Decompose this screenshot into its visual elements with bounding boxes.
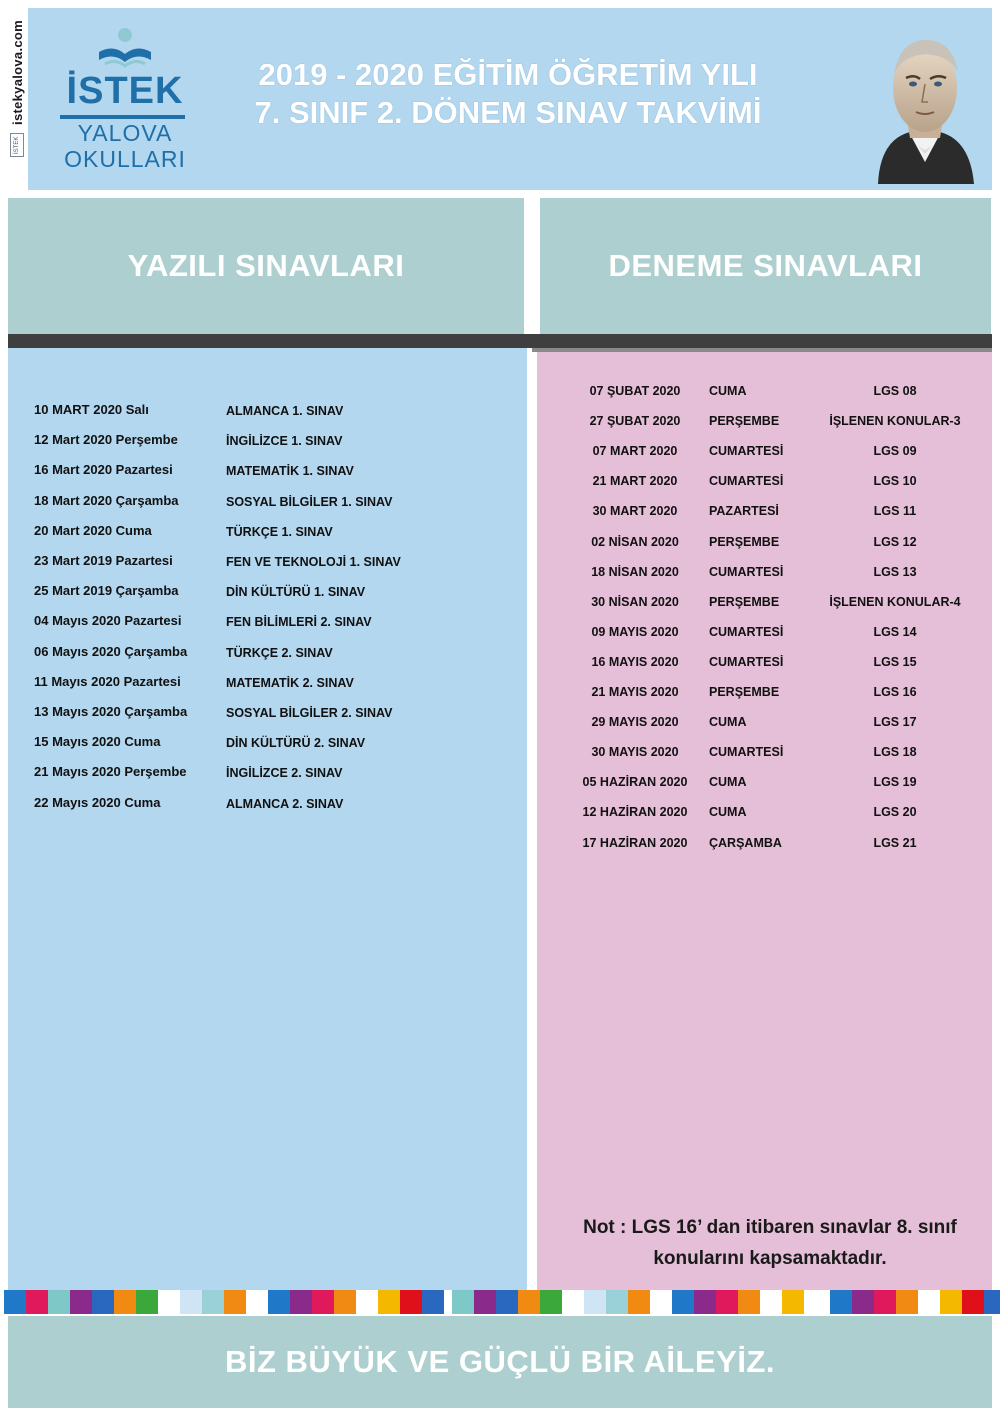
trial-exam-date: 12 HAZİRAN 2020	[582, 805, 688, 820]
color-square	[474, 1290, 496, 1314]
trial-exam-day: CUMA	[709, 715, 747, 730]
trial-exam-day: CUMARTESİ	[709, 474, 784, 489]
trial-exam-row	[537, 444, 992, 466]
trial-exam-topic: LGS 16	[873, 685, 917, 699]
trial-exam-row	[537, 384, 992, 406]
note-line1: Not : LGS 16’ dan itibaren sınavlar 8. sınıf	[583, 1217, 957, 1238]
trial-exam-topic: LGS 10	[873, 474, 917, 489]
trial-exam-topic: İŞLENEN KONULAR-4	[829, 594, 961, 609]
mini-logo: İSTEK	[10, 133, 24, 157]
divider-band	[8, 334, 992, 348]
written-exam-subject: DİN KÜLTÜRÜ 1. SINAV	[226, 585, 366, 600]
trial-exam-topic: LGS 08	[873, 384, 917, 398]
color-square	[400, 1290, 422, 1314]
trial-exam-row	[537, 535, 992, 557]
trial-exam-day: PAZARTESİ	[709, 504, 779, 519]
color-square	[452, 1290, 474, 1314]
written-exam-subject: FEN BİLİMLERİ 2. SINAV	[226, 615, 372, 630]
written-exam-date: 20 Mart 2020 Cuma	[34, 522, 152, 538]
trial-exam-row	[537, 414, 992, 436]
color-square	[584, 1290, 606, 1314]
trial-exam-topic: LGS 13	[873, 564, 917, 579]
trial-exam-date: 16 MAYIS 2020	[591, 654, 679, 669]
written-exam-row	[34, 523, 514, 545]
color-square	[290, 1290, 312, 1314]
color-square	[896, 1290, 918, 1314]
color-square	[808, 1290, 830, 1314]
trial-exam-row	[537, 565, 992, 587]
color-strip-right	[808, 1290, 1000, 1314]
written-exam-subject: SOSYAL BİLGİLER 2. SINAV	[226, 706, 393, 720]
logo-divider	[60, 115, 185, 119]
color-square	[268, 1290, 290, 1314]
written-exam-row	[34, 583, 514, 605]
color-square	[650, 1290, 672, 1314]
logo-line1: YALOVA	[77, 120, 173, 146]
trial-exam-row	[537, 715, 992, 737]
trial-exam-topic: LGS 21	[873, 835, 917, 850]
written-exam-date: 22 Mayıs 2020 Cuma	[34, 794, 161, 810]
color-square	[874, 1290, 896, 1314]
color-square	[540, 1290, 562, 1314]
trial-exam-date: 07 ŞUBAT 2020	[589, 384, 681, 398]
written-exam-row	[34, 674, 514, 696]
written-exam-subject: MATEMATİK 1. SINAV	[226, 464, 354, 479]
header	[28, 8, 992, 190]
written-exam-row	[34, 402, 514, 424]
written-exam-subject: MATEMATİK 2. SINAV	[226, 675, 354, 690]
written-exam-date: 23 Mart 2019 Pazartesi	[34, 553, 173, 568]
trial-exam-day: CUMARTESİ	[709, 654, 784, 669]
trial-exam-date: 17 HAZİRAN 2020	[582, 835, 688, 850]
written-exam-date: 11 Mayıs 2020 Pazartesi	[34, 673, 181, 689]
trial-exam-date: 27 ŞUBAT 2020	[589, 414, 681, 429]
color-square	[422, 1290, 444, 1314]
school-logo	[50, 26, 200, 176]
color-square	[158, 1290, 180, 1314]
trial-exam-day: CUMA	[709, 384, 747, 398]
trial-exam-row	[537, 504, 992, 526]
trial-exam-row	[537, 474, 992, 496]
written-exam-row	[34, 734, 514, 756]
trial-exam-topic: İŞLENEN KONULAR-3	[829, 414, 961, 429]
color-square	[738, 1290, 760, 1314]
trial-exam-topic: LGS 12	[873, 534, 917, 549]
color-strip-left	[4, 1290, 444, 1314]
written-exam-subject: İNGİLİZCE 1. SINAV	[226, 434, 343, 449]
trial-exam-day: ÇARŞAMBA	[709, 835, 782, 850]
color-square	[962, 1290, 984, 1314]
color-square	[940, 1290, 962, 1314]
trial-exams-panel	[537, 352, 992, 1290]
written-exam-row	[34, 493, 514, 515]
written-exam-date: 12 Mart 2020 Perşembe	[34, 432, 178, 448]
trial-exam-day: PERŞEMBE	[709, 414, 780, 429]
written-exams-panel	[8, 348, 527, 1290]
trial-exam-date: 05 HAZİRAN 2020	[582, 775, 688, 790]
written-exam-row	[34, 704, 514, 726]
written-exam-date: 04 Mayıs 2020 Pazartesi	[34, 613, 182, 629]
written-exam-subject: ALMANCA 1. SINAV	[226, 404, 344, 418]
footer-slogan: BİZ BÜYÜK VE GÜÇLÜ BİR AİLEYİZ.	[8, 1316, 992, 1408]
trial-exam-topic: LGS 18	[873, 745, 917, 760]
written-exam-row	[34, 432, 514, 454]
logo-brand: İSTEK	[66, 70, 184, 112]
title-line1: 2019 - 2020 EĞİTİM ÖĞRETİM YILI	[258, 57, 758, 92]
trial-exam-row	[537, 685, 992, 707]
color-square	[246, 1290, 268, 1314]
trial-exam-date: 02 NİSAN 2020	[591, 534, 679, 549]
trial-exam-date: 30 MART 2020	[592, 504, 678, 519]
written-exam-date: 25 Mart 2019 Çarşamba	[34, 583, 179, 599]
color-square	[70, 1290, 92, 1314]
trial-exam-day: CUMARTESİ	[709, 745, 784, 760]
written-exams-heading: YAZILI SINAVLARI	[8, 198, 524, 334]
written-exam-date: 21 Mayıs 2020 Perşembe	[34, 764, 187, 780]
trial-exam-day: PERŞEMBE	[709, 534, 780, 549]
written-exam-date: 15 Mayıs 2020 Cuma	[34, 734, 161, 750]
trial-exam-row	[537, 625, 992, 647]
color-square	[180, 1290, 202, 1314]
trial-exam-day: PERŞEMBE	[709, 594, 780, 609]
right-divider-line	[532, 348, 992, 352]
color-square	[518, 1290, 540, 1314]
trial-exam-date: 30 MAYIS 2020	[591, 745, 679, 760]
written-exam-date: 06 Mayıs 2020 Çarşamba	[34, 643, 188, 659]
trial-exams-heading: DENEME SINAVLARI	[540, 198, 991, 334]
color-square	[312, 1290, 334, 1314]
trial-exam-topic: LGS 09	[873, 444, 917, 459]
written-exam-row	[34, 764, 514, 786]
written-exam-subject: SOSYAL BİLGİLER 1. SINAV	[226, 494, 393, 509]
trial-exam-row	[537, 655, 992, 677]
written-exam-subject: İNGİLİZCE 2. SINAV	[226, 766, 343, 781]
color-square	[224, 1290, 246, 1314]
book-person-icon	[95, 26, 155, 70]
portrait-image	[870, 22, 980, 184]
trial-exam-date: 09 MAYIS 2020	[591, 624, 679, 639]
color-strip-middle	[452, 1290, 804, 1314]
color-square	[92, 1290, 114, 1314]
trial-exam-topic: LGS 14	[873, 624, 917, 639]
trial-exam-date: 21 MAYIS 2020	[591, 685, 679, 699]
written-exam-subject: ALMANCA 2. SINAV	[226, 796, 344, 811]
color-square	[852, 1290, 874, 1314]
note-text	[565, 1212, 975, 1274]
trial-exam-topic: LGS 20	[873, 805, 917, 820]
color-square	[760, 1290, 782, 1314]
trial-exam-day: CUMARTESİ	[709, 444, 784, 459]
trial-exam-row	[537, 775, 992, 797]
trial-exam-date: 18 NİSAN 2020	[591, 564, 679, 579]
color-square	[48, 1290, 70, 1314]
trial-exam-day: CUMA	[709, 775, 747, 790]
written-exam-subject: TÜRKÇE 1. SINAV	[226, 524, 333, 539]
written-exam-date: 13 Mayıs 2020 Çarşamba	[34, 704, 188, 719]
written-exam-subject: TÜRKÇE 2. SINAV	[226, 645, 333, 660]
written-exam-subject: FEN VE TEKNOLOJİ 1. SINAV	[226, 555, 401, 569]
color-square	[628, 1290, 650, 1314]
trial-exam-topic: LGS 19	[873, 775, 917, 790]
color-square	[782, 1290, 804, 1314]
trial-exam-date: 21 MART 2020	[592, 474, 678, 489]
trial-exam-date: 30 NİSAN 2020	[591, 594, 679, 609]
note-line2: konularını kapsamaktadır.	[653, 1248, 887, 1269]
color-square	[378, 1290, 400, 1314]
trial-exam-day: CUMARTESİ	[709, 624, 784, 639]
written-exam-date: 18 Mart 2020 Çarşamba	[34, 492, 179, 508]
trial-exam-topic: LGS 17	[873, 715, 917, 730]
trial-exam-topic: LGS 15	[873, 654, 917, 669]
website-text: istekyalova.com	[9, 20, 25, 125]
color-square	[114, 1290, 136, 1314]
color-square	[202, 1290, 224, 1314]
color-square	[26, 1290, 48, 1314]
written-exam-date: 10 MART 2020 Salı	[34, 402, 149, 417]
written-exam-date: 16 Mart 2020 Pazartesi	[34, 462, 173, 478]
color-square	[694, 1290, 716, 1314]
color-square	[334, 1290, 356, 1314]
color-square	[4, 1290, 26, 1314]
trial-exam-day: PERŞEMBE	[709, 685, 780, 699]
written-exam-row	[34, 795, 514, 817]
written-exam-row	[34, 644, 514, 666]
logo-line2: OKULLARI	[64, 146, 186, 172]
color-square	[716, 1290, 738, 1314]
trial-exam-row	[537, 836, 992, 858]
written-exam-row	[34, 462, 514, 484]
color-square	[830, 1290, 852, 1314]
trial-exam-row	[537, 745, 992, 767]
side-website-strip	[6, 20, 28, 190]
color-square	[672, 1290, 694, 1314]
written-exam-row	[34, 613, 514, 635]
written-exam-row	[34, 553, 514, 575]
color-square	[356, 1290, 378, 1314]
trial-exam-day: CUMARTESİ	[709, 564, 784, 579]
trial-exam-row	[537, 805, 992, 827]
color-square	[562, 1290, 584, 1314]
trial-exam-row	[537, 595, 992, 617]
trial-exam-day: CUMA	[709, 805, 747, 820]
color-square	[136, 1290, 158, 1314]
trial-exam-topic: LGS 11	[873, 504, 917, 519]
trial-exam-date: 29 MAYIS 2020	[591, 715, 679, 730]
page-title	[208, 56, 808, 132]
color-square	[918, 1290, 940, 1314]
color-square	[984, 1290, 1000, 1314]
color-square	[496, 1290, 518, 1314]
written-exam-subject: DİN KÜLTÜRÜ 2. SINAV	[226, 736, 366, 751]
title-line2: 7. SINIF 2. DÖNEM SINAV TAKVİMİ	[254, 95, 762, 130]
color-square	[606, 1290, 628, 1314]
trial-exam-date: 07 MART 2020	[592, 444, 678, 459]
